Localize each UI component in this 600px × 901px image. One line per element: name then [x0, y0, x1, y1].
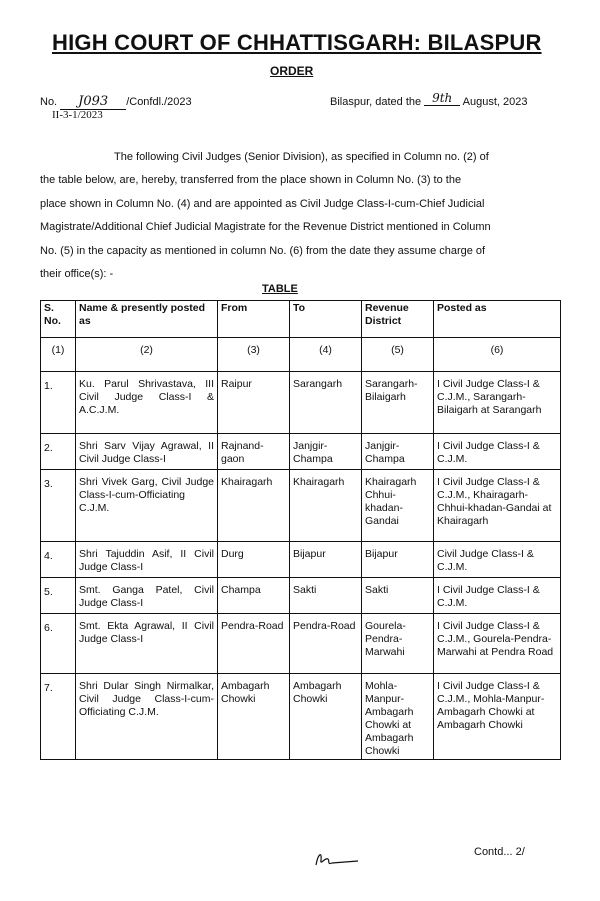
file-reference: II-3-1/2023: [52, 109, 103, 121]
from-place-cell: Durg: [218, 542, 290, 578]
table-row: [41, 674, 561, 760]
column-number: (3): [218, 338, 290, 372]
judge-name-cell: Smt. Ganga Patel, Civil Judge Class-I: [76, 578, 218, 614]
revenue-district-cell: Janjgir-Champa: [362, 434, 434, 470]
serial-number-cell: 3.: [41, 470, 76, 542]
judge-name-cell: Smt. Ekta Agrawal, II Civil Judge Class-I: [76, 614, 218, 674]
from-place-cell: Ambagarh Chowki: [218, 674, 290, 760]
posted-as-cell: I Civil Judge Class-I & C.J.M.: [434, 578, 561, 614]
from-place-cell: Khairagarh: [218, 470, 290, 542]
body-paragraph: [40, 146, 600, 286]
table-row: [41, 434, 561, 470]
to-place-cell: Ambagarh Chowki: [290, 674, 362, 760]
revenue-district-cell: Gourela-Pendra-Marwahi: [362, 614, 434, 674]
posted-as-cell: I Civil Judge Class-I & C.J.M., Gourela-Pendra-Marwahi at Pendra Road: [434, 614, 561, 674]
date-prefix: Bilaspur, dated the: [330, 96, 422, 108]
posted-as-cell: I Civil Judge Class-I & C.J.M., Khairagarh-Chhui-khadan-Gandai at Khairagarh: [434, 470, 561, 542]
from-place-cell: Rajnand-gaon: [218, 434, 290, 470]
body-line: Magistrate/Additional Chief Judicial Magistrate for the Revenue District mentioned in Column: [40, 221, 491, 234]
column-header: Name & presently posted as: [76, 301, 218, 338]
posted-as-cell: I Civil Judge Class-I & C.J.M., Mohla-Manpur-Ambagarh Chowki at Ambagarh Chowki: [434, 674, 561, 760]
column-header: S. No.: [41, 301, 76, 338]
to-place-cell: Bijapur: [290, 542, 362, 578]
body-line: the table below, are, hereby, transferred from the place shown in Column No. (3) to the: [40, 174, 462, 187]
serial-number-cell: 6.: [41, 614, 76, 674]
table-row: [41, 470, 561, 542]
body-line: their office(s): -: [40, 268, 114, 281]
table-header-row: [41, 301, 561, 338]
date-suffix: August, 2023: [462, 96, 528, 108]
judge-name-cell: Shri Sarv Vijay Agrawal, II Civil Judge Class-I: [76, 434, 218, 470]
column-header: To: [290, 301, 362, 338]
order-number-prefix: No.: [40, 96, 58, 108]
column-number-row: [41, 338, 561, 372]
column-number: (5): [362, 338, 434, 372]
column-header: Revenue District: [362, 301, 434, 338]
body-line: place shown in Column No. (4) and are appointed as Civil Judge Class-I-cum-Chief Judicial: [40, 197, 485, 210]
revenue-district-cell: Bijapur: [362, 542, 434, 578]
column-header: Posted as: [434, 301, 561, 338]
revenue-district-cell: Khairagarh Chhui-khadan-Gandai: [362, 470, 434, 542]
serial-number-cell: 7.: [41, 674, 76, 760]
serial-number-cell: 5.: [41, 578, 76, 614]
order-heading: ORDER: [270, 64, 314, 78]
table-row: [41, 614, 561, 674]
order-number-line: [40, 94, 192, 110]
judge-name-cell: Shri Vivek Garg, Civil Judge Class-I-cum-Officiating C.J.M.: [76, 470, 218, 542]
column-number: (1): [41, 338, 76, 372]
to-place-cell: Khairagarh: [290, 470, 362, 542]
to-place-cell: Sarangarh: [290, 372, 362, 434]
posted-as-cell: Civil Judge Class-I & C.J.M.: [434, 542, 561, 578]
table-row: [41, 542, 561, 578]
column-number: (2): [76, 338, 218, 372]
from-place-cell: Raipur: [218, 372, 290, 434]
to-place-cell: Janjgir-Champa: [290, 434, 362, 470]
judge-name-cell: Shri Dular Singh Nirmalkar, Civil Judge Class-I-cum-Officiating C.J.M.: [76, 674, 218, 760]
column-number: (6): [434, 338, 561, 372]
transfer-table: [40, 300, 561, 760]
order-number-handwritten: J093: [60, 94, 126, 110]
revenue-district-cell: Sarangarh-Bilaigarh: [362, 372, 434, 434]
table-heading: TABLE: [262, 283, 298, 295]
revenue-district-cell: Mohla-Manpur-Ambagarh Chowki at Ambagarh Chowki: [362, 674, 434, 760]
serial-number-cell: 1.: [41, 372, 76, 434]
column-number: (4): [290, 338, 362, 372]
signature-mark: [312, 848, 362, 870]
date-line: [330, 91, 528, 109]
column-header: From: [218, 301, 290, 338]
table-row: [41, 578, 561, 614]
to-place-cell: Pendra-Road: [290, 614, 362, 674]
serial-number-cell: 2.: [41, 434, 76, 470]
from-place-cell: Champa: [218, 578, 290, 614]
to-place-cell: Sakti: [290, 578, 362, 614]
judge-name-cell: Ku. Parul Shrivastava, III Civil Judge Class-I & A.C.J.M.: [76, 372, 218, 434]
body-line: The following Civil Judges (Senior Division), as specified in Column no. (2) of: [114, 151, 489, 163]
table-row: [41, 372, 561, 434]
judge-name-cell: Shri Tajuddin Asif, II Civil Judge Class-I: [76, 542, 218, 578]
posted-as-cell: I Civil Judge Class-I & C.J.M., Sarangarh-Bilaigarh at Sarangarh: [434, 372, 561, 434]
date-handwritten: 9th: [424, 91, 460, 106]
serial-number-cell: 4.: [41, 542, 76, 578]
page-title: HIGH COURT OF CHHATTISGARH: BILASPUR: [52, 30, 542, 55]
order-number-suffix: /Confdl./2023: [126, 96, 192, 108]
from-place-cell: Pendra-Road: [218, 614, 290, 674]
continued-note: Contd... 2/: [474, 846, 525, 858]
posted-as-cell: I Civil Judge Class-I & C.J.M.: [434, 434, 561, 470]
body-line: No. (5) in the capacity as mentioned in column No. (6) from the date they assume charge of: [40, 244, 486, 257]
revenue-district-cell: Sakti: [362, 578, 434, 614]
